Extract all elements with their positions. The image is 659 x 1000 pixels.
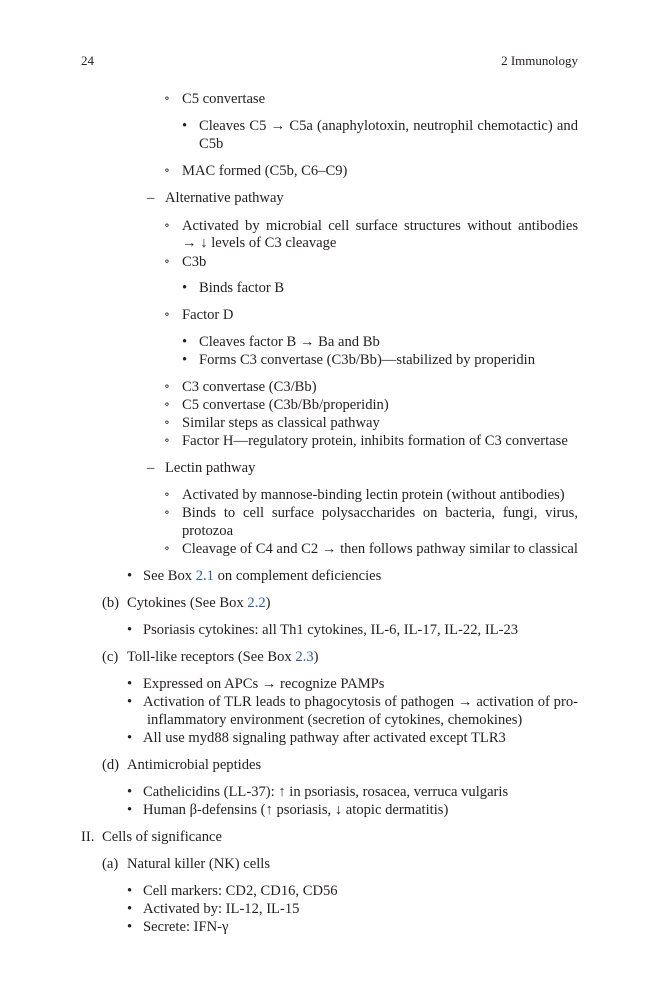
list-item: Forms C3 convertase (C3b/Bb)—stabilized by properidin xyxy=(199,352,536,368)
section-heading: Cells of significance xyxy=(102,829,222,845)
text: on complement deficiencies xyxy=(213,568,382,584)
text: ) xyxy=(313,649,319,665)
list-item: Activated by: IL-12, IL-15 xyxy=(143,901,300,917)
circle-bullet: ∘ xyxy=(164,379,170,393)
list-marker: (b) xyxy=(102,595,120,611)
list-item: C5 convertase xyxy=(182,91,266,107)
bullet: • xyxy=(127,622,133,638)
bullet: • xyxy=(182,280,188,296)
circle-bullet: ∘ xyxy=(164,505,170,519)
list-item: Activated by mannose-binding lectin protein (without antibodies) xyxy=(182,487,565,503)
bullet: • xyxy=(127,784,133,800)
list-item: Activation of TLR leads to phagocytosis of pathogen → activation of pro- xyxy=(143,694,578,710)
list-item: Cleaves C5 → C5a (anaphylotoxin, neutrophil chemotactic) and xyxy=(199,118,578,134)
list-item: C3 convertase (C3/Bb) xyxy=(182,379,317,395)
box-link-2-1[interactable]: 2.1 xyxy=(195,568,214,584)
circle-bullet: ∘ xyxy=(164,163,170,177)
circle-bullet: ∘ xyxy=(164,254,170,268)
bullet: • xyxy=(127,676,133,692)
bullet: • xyxy=(127,802,133,818)
section-heading: Natural killer (NK) cells xyxy=(127,856,271,872)
bullet: • xyxy=(127,694,133,710)
bullet: • xyxy=(127,919,133,935)
list-item: Expressed on APCs → recognize PAMPs xyxy=(143,676,385,692)
page-number: 24 xyxy=(81,53,94,68)
bullet: • xyxy=(182,334,188,350)
circle-bullet: ∘ xyxy=(164,307,170,321)
bullet: • xyxy=(182,118,188,134)
list-marker: (d) xyxy=(102,757,120,773)
circle-bullet: ∘ xyxy=(164,541,170,555)
list-item: Factor D xyxy=(182,307,234,323)
list-item-continued: protozoa xyxy=(182,523,234,539)
list-item: All use myd88 signaling pathway after activated except TLR3 xyxy=(143,730,506,746)
list-item: Alternative pathway xyxy=(165,190,284,206)
list-item: Binds factor B xyxy=(199,280,285,296)
bullet: • xyxy=(127,883,133,899)
list-item: MAC formed (C5b, C6–C9) xyxy=(182,163,348,179)
list-item-continued: inflammatory environment (secretion of cytokines, chemokines) xyxy=(147,712,523,728)
list-item: Cathelicidins (LL-37): ↑ in psoriasis, rosacea, verruca vulgaris xyxy=(143,784,509,800)
list-item: Human β-defensins (↑ psoriasis, ↓ atopic dermatitis) xyxy=(143,802,449,818)
running-head: 2 Immunology xyxy=(501,53,578,68)
text: ) xyxy=(265,595,271,611)
dash-marker: – xyxy=(147,190,155,206)
list-item: C3b xyxy=(182,254,207,270)
list-item: Cleaves factor B → Ba and Bb xyxy=(199,334,380,350)
roman-marker: II. xyxy=(81,829,95,845)
bullet: • xyxy=(127,730,133,746)
bullet: • xyxy=(182,352,188,368)
section-heading: Antimicrobial peptides xyxy=(127,757,262,773)
box-link-2-3[interactable]: 2.3 xyxy=(295,649,314,665)
dash-marker: – xyxy=(147,460,155,476)
list-item: C5 convertase (C3b/Bb/properidin) xyxy=(182,397,389,413)
list-item: Lectin pathway xyxy=(165,460,256,476)
section-heading xyxy=(127,648,319,666)
list-item-continued: → ↓ levels of C3 cleavage xyxy=(182,235,337,251)
circle-bullet: ∘ xyxy=(164,91,170,105)
list-item: Cell markers: CD2, CD16, CD56 xyxy=(143,883,338,899)
text: Toll-like receptors (See Box xyxy=(127,649,296,665)
list-item: Psoriasis cytokines: all Th1 cytokines, IL-6, IL-17, IL-22, IL-23 xyxy=(143,622,519,638)
list-item-continued: C5b xyxy=(199,136,224,152)
text: Cytokines (See Box xyxy=(127,595,248,611)
section-heading xyxy=(127,594,271,612)
bullet: • xyxy=(127,568,133,584)
list-item: Binds to cell surface polysaccharides on bacteria, fungi, virus, xyxy=(182,505,578,521)
list-marker: (a) xyxy=(102,856,119,872)
circle-bullet: ∘ xyxy=(164,397,170,411)
list-item: Secrete: IFN-γ xyxy=(143,919,229,935)
list-item: Activated by microbial cell surface structures without antibodies xyxy=(182,218,578,234)
circle-bullet: ∘ xyxy=(164,218,170,232)
text: See Box xyxy=(143,568,196,584)
list-marker: (c) xyxy=(102,649,119,665)
list-item: Factor H—regulatory protein, inhibits formation of C3 convertase xyxy=(182,433,568,449)
circle-bullet: ∘ xyxy=(164,487,170,501)
bullet: • xyxy=(127,901,133,917)
list-item xyxy=(143,567,381,585)
list-item: Similar steps as classical pathway xyxy=(182,415,380,431)
list-item: Cleavage of C4 and C2 → then follows pathway similar to classical xyxy=(182,541,578,557)
circle-bullet: ∘ xyxy=(164,433,170,447)
circle-bullet: ∘ xyxy=(164,415,170,429)
box-link-2-2[interactable]: 2.2 xyxy=(247,595,266,611)
